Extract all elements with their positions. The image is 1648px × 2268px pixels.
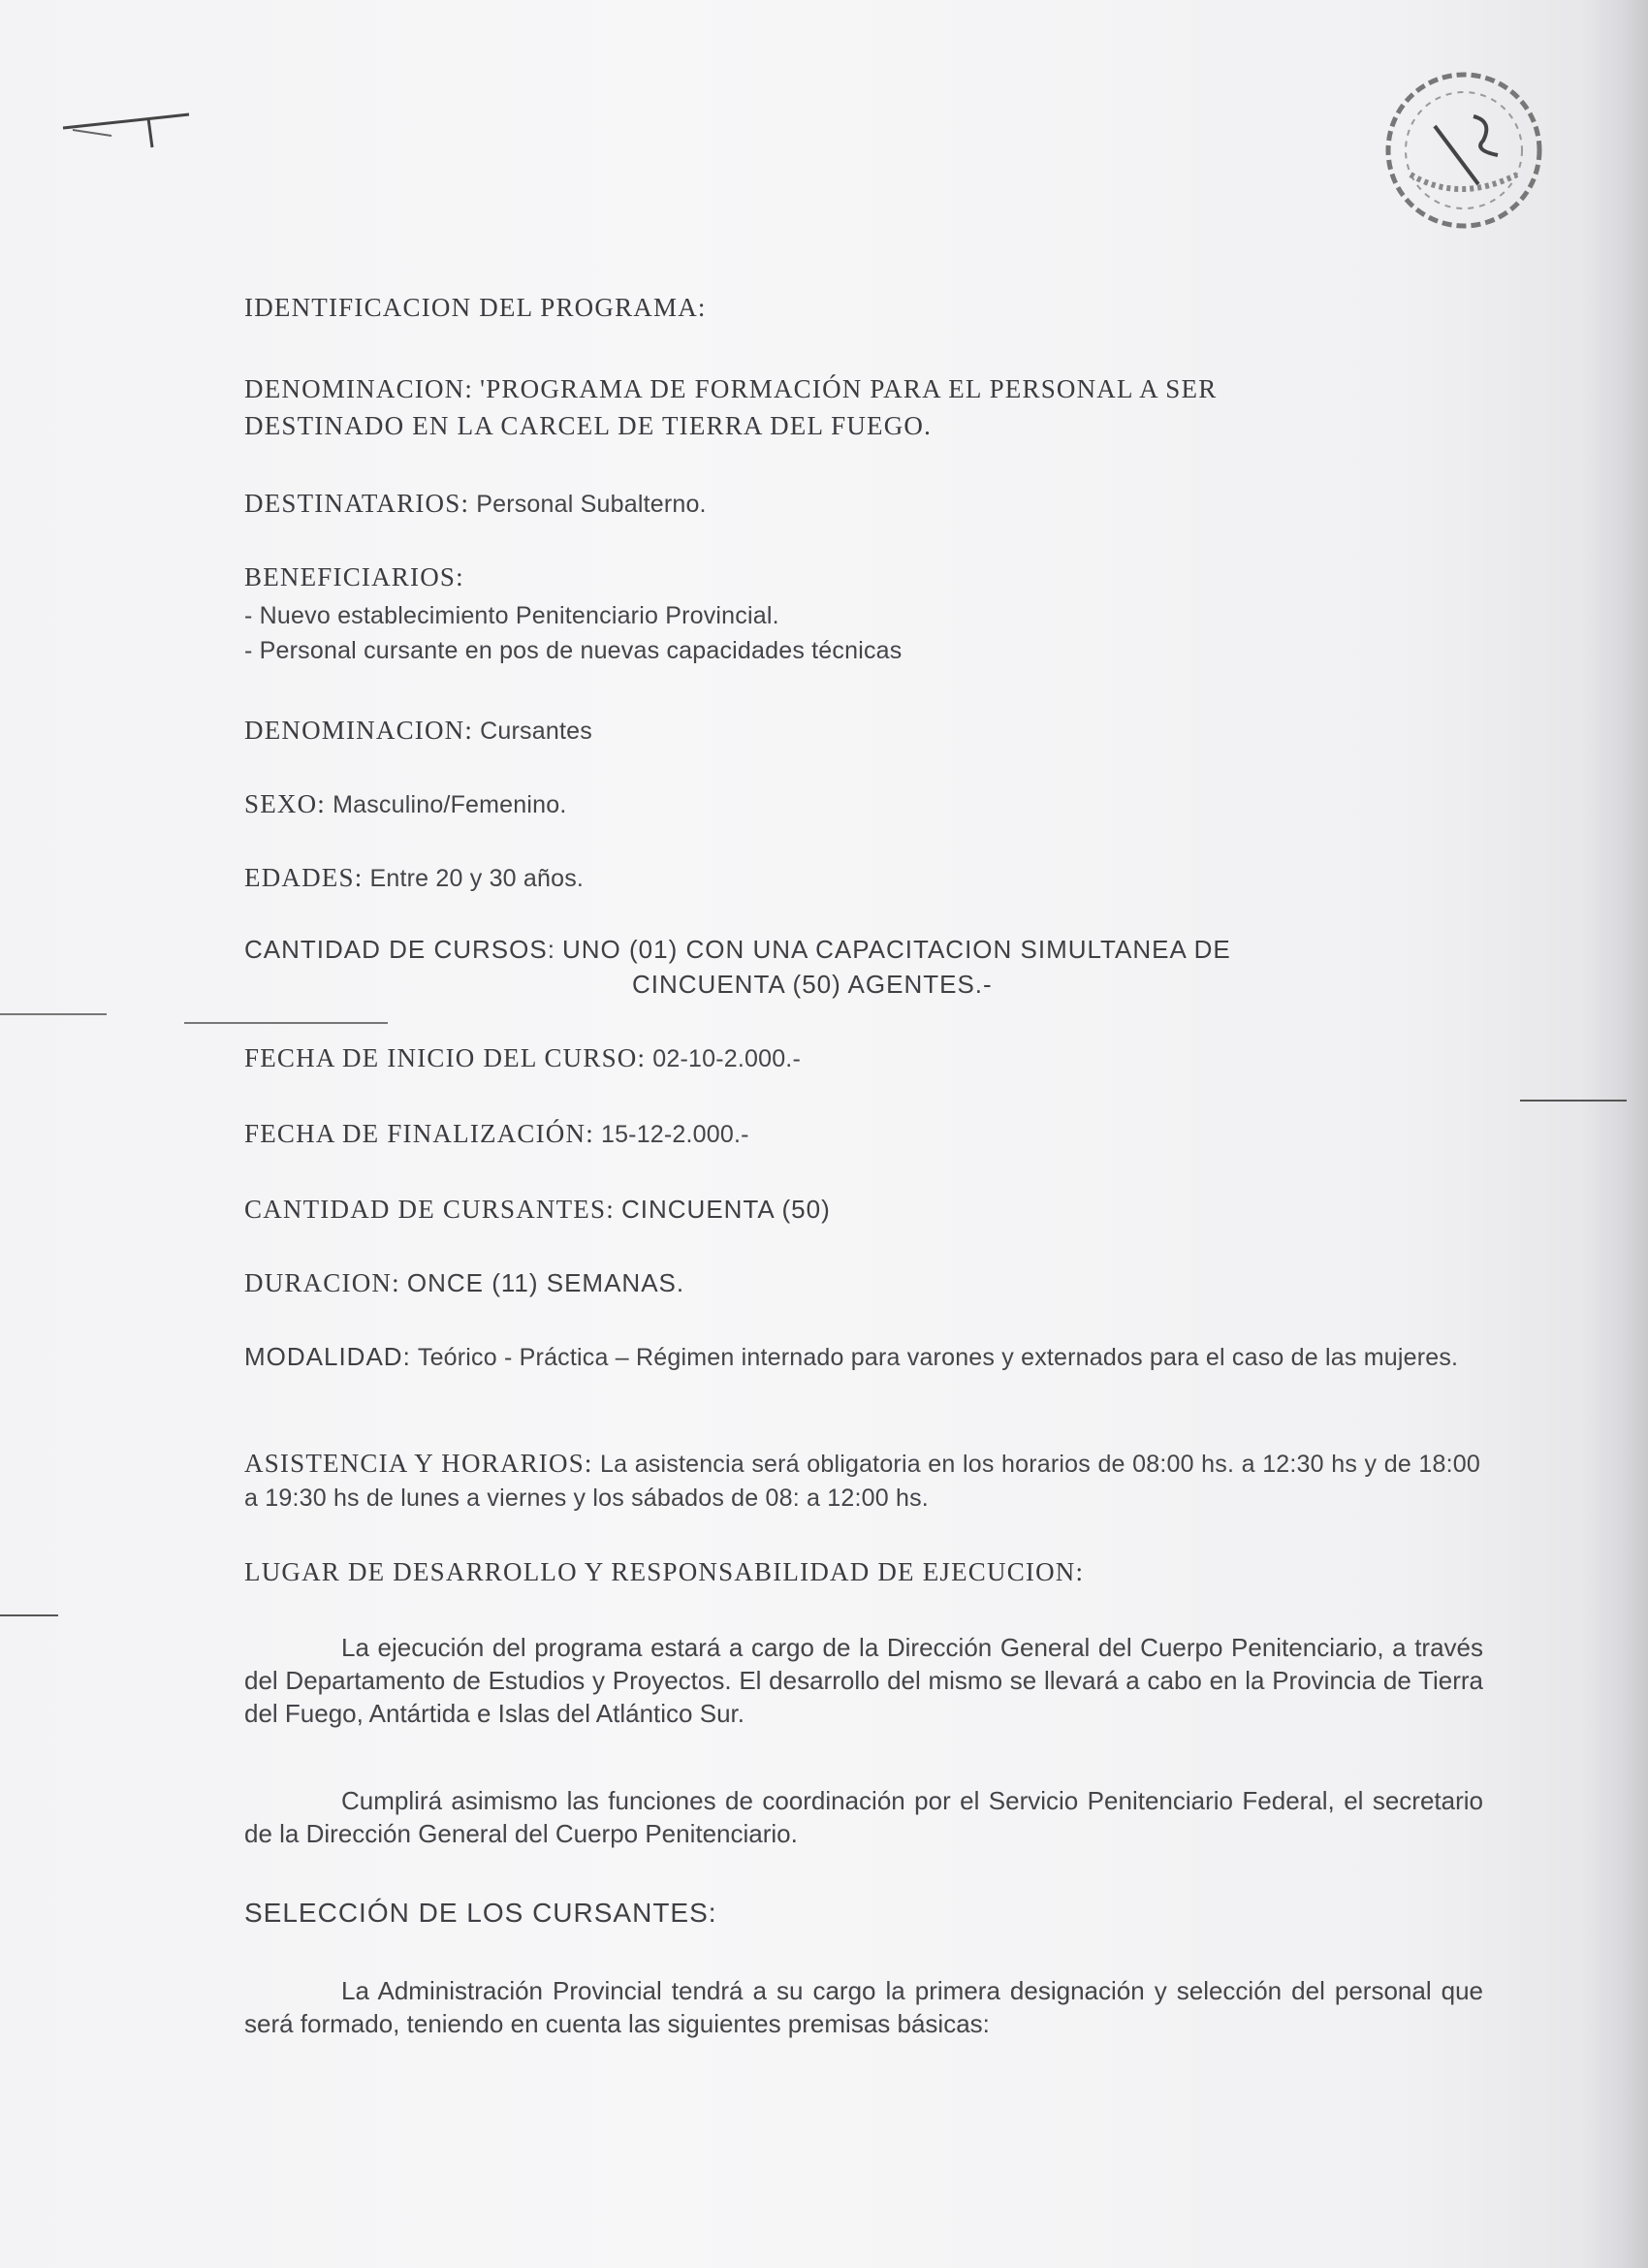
- denominacion-cursantes-label: DENOMINACION:: [244, 716, 474, 745]
- sexo-label: SEXO:: [244, 789, 327, 818]
- fecha-fin-value: 15-12-2.000.-: [600, 1121, 749, 1148]
- fecha-fin-row: [244, 1117, 1490, 1151]
- modalidad-label: MODALIDAD:: [244, 1342, 411, 1371]
- destinatarios-row: [244, 487, 1490, 521]
- denominacion-cursantes-row: [244, 714, 1490, 748]
- seleccion-heading: SELECCIÓN DE LOS CURSANTES:: [244, 1898, 717, 1928]
- duracion-value: ONCE (11) SEMANAS.: [406, 1268, 685, 1297]
- asistencia-row: [244, 1447, 1480, 1515]
- lugar-paragraph-1: La ejecución del programa estará a cargo de la Dirección General del Cuerpo Penitenciario, a través del Departamento de Estudios y Proyectos. El desarrollo del mismo se llevará a cabo en la Provincia de Tierra del Fuego, Antártida e Islas del Atlántico Sur.: [244, 1633, 1483, 1728]
- cantidad-cursos-value-line2: CINCUENTA (50) AGENTES.-: [632, 970, 993, 999]
- cantidad-cursantes-value: CINCUENTA (50): [620, 1195, 831, 1224]
- page-edge-shadow: [1580, 0, 1648, 2268]
- scan-margin-mark: [0, 1614, 58, 1616]
- scan-margin-mark: [184, 1022, 388, 1024]
- handwritten-mark: [53, 97, 208, 155]
- program-identification-heading: IDENTIFICACION DEL PROGRAMA:: [244, 293, 707, 322]
- destinatarios-value: Personal Subalterno.: [476, 491, 707, 518]
- scan-margin-mark: [0, 1013, 107, 1015]
- edades-row: [244, 861, 1490, 895]
- sexo-row: [244, 787, 1490, 821]
- edades-label: EDADES:: [244, 863, 364, 892]
- destinatarios-label: DESTINATARIOS:: [244, 489, 470, 518]
- denominacion-label: DENOMINACION:: [244, 374, 474, 403]
- duracion-row: [244, 1266, 1490, 1299]
- fecha-inicio-label: FECHA DE INICIO DEL CURSO:: [244, 1043, 647, 1072]
- modalidad-row: [244, 1340, 1480, 1374]
- edades-value: Entre 20 y 30 años.: [369, 865, 585, 892]
- fecha-inicio-value: 02-10-2.000.-: [652, 1045, 801, 1072]
- lugar-heading: LUGAR DE DESARROLLO Y RESPONSABILIDAD DE EJECUCION:: [244, 1557, 1085, 1586]
- asistencia-label: ASISTENCIA Y HORARIOS:: [244, 1449, 593, 1478]
- fecha-inicio-row: [244, 1041, 1490, 1075]
- denominacion-value-line1: 'PROGRAMA DE FORMACIÓN PARA EL PERSONAL A SER: [480, 374, 1218, 403]
- seleccion-paragraph: La Administración Provincial tendrá a su cargo la primera designación y selección del personal que será formado, teniendo en cuenta las siguientes premisas básicas:: [244, 1976, 1483, 2038]
- cantidad-cursos-label: CANTIDAD DE CURSOS:: [244, 935, 555, 964]
- asistencia-value: La asistencia será obligatoria en los horarios de 08:00 hs. a 12:30 hs y de 18:00 a 19:30 hs de lunes a viernes y los sábados de 08: a 12:00 hs.: [244, 1451, 1480, 1512]
- cantidad-cursantes-label: CANTIDAD DE CURSANTES:: [244, 1195, 615, 1224]
- denominacion-cursantes-value: Cursantes: [480, 718, 592, 745]
- beneficiarios-item: - Nuevo establecimiento Penitenciario Provincial.: [244, 602, 779, 629]
- cantidad-cursos-row: [244, 933, 1490, 966]
- sexo-value: Masculino/Femenino.: [333, 791, 567, 818]
- modalidad-value: Teórico - Práctica – Régimen internado para varones y externados para el caso de las mujeres.: [417, 1344, 1459, 1371]
- folio-stamp-seal: [1372, 58, 1556, 242]
- scan-margin-mark: [1520, 1100, 1627, 1102]
- cantidad-cursos-value-line1: UNO (01) CON UNA CAPACITACION SIMULTANEA DE: [561, 935, 1231, 964]
- denominacion-row: [244, 372, 1490, 405]
- fecha-fin-label: FECHA DE FINALIZACIÓN:: [244, 1119, 594, 1148]
- beneficiarios-item: - Personal cursante en pos de nuevas capacidades técnicas: [244, 637, 903, 664]
- lugar-paragraph-2: Cumplirá asimismo las funciones de coordinación por el Servicio Penitenciario Federal, el secretario de la Dirección General del Cuerpo Penitenciario.: [244, 1786, 1483, 1848]
- cantidad-cursantes-row: [244, 1193, 1490, 1226]
- beneficiarios-label: BENEFICIARIOS:: [244, 562, 464, 591]
- denominacion-value-line2: DESTINADO EN LA CARCEL DE TIERRA DEL FUEGO.: [244, 411, 933, 440]
- duracion-label: DURACION:: [244, 1268, 400, 1297]
